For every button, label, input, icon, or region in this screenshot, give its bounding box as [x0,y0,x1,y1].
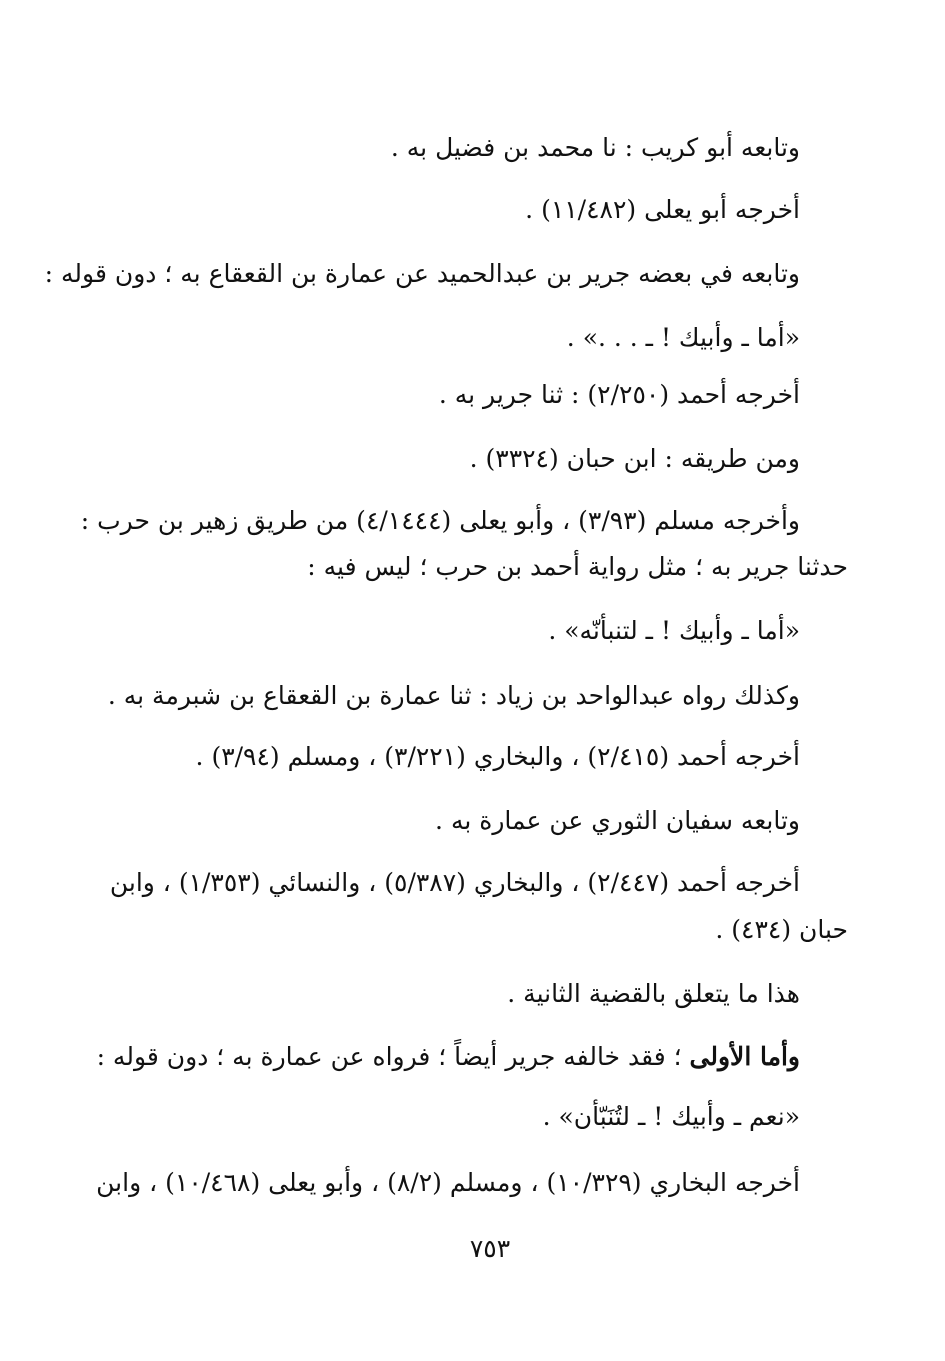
bold-phrase: وأما الأولى [689,1042,800,1071]
text-line: ومن طريقه : ابن حبان (٣٣٢٤) . [469,444,800,473]
text-line: هذا ما يتعلق بالقضية الثانية . [507,979,800,1008]
text-line: «أما ـ وأبيك ! ـ . . .» . [566,323,800,352]
text-line: وأخرجه مسلم (٣/٩٣) ، وأبو يعلى (٤/١٤٤٤) من طريق زهير بن حرب : [80,506,800,535]
text-line: أخرجه أحمد (٢/٤٤٧) ، والبخاري (٥/٣٨٧) ، والنسائي (١/٣٥٣) ، وابن [109,868,800,897]
text-line: حدثنا جرير به ؛ مثل رواية أحمد بن حرب ؛ ليس فيه : [307,552,848,581]
text-line: وتابعه سفيان الثوري عن عمارة به . [435,806,800,835]
text-line: وكذلك رواه عبدالواحد بن زياد : ثنا عمارة بن القعقاع بن شبرمة به . [107,681,800,710]
text-line: أخرجه أحمد (٢/٤١٥) ، والبخاري (٣/٢٢١) ، ومسلم (٣/٩٤) . [195,742,800,771]
text-phrase: ؛ فقد خالفه جرير أيضاً ؛ فرواه عن عمارة به ؛ دون قوله : [96,1042,690,1071]
text-line: «نعم ـ وأبيك ! ـ لتُنَبّأن» . [542,1102,800,1131]
text-line: حبان (٤٣٤) . [715,915,848,944]
text-line: أخرجه البخاري (١٠/٣٢٩) ، ومسلم (٨/٢) ، وأبو يعلى (١٠/٤٦٨) ، وابن [96,1168,800,1197]
text-line: وتابعه في بعضه جرير بن عبدالحميد عن عمارة بن القعقاع به ؛ دون قوله : [44,259,800,288]
text-line-bold-lead [97,1040,800,1074]
text-line: أخرجه أبو يعلى (١١/٤٨٢) . [525,195,800,224]
page-number: ٧٥٣ [469,1234,511,1263]
text-line: وتابعه أبو كريب : نا محمد بن فضيل به . [390,133,800,162]
text-line: أخرجه أحمد (٢/٢٥٠) : ثنا جرير به . [438,380,800,409]
text-line: «أما ـ وأبيك ! ـ لتنبأنّه» . [548,616,800,645]
